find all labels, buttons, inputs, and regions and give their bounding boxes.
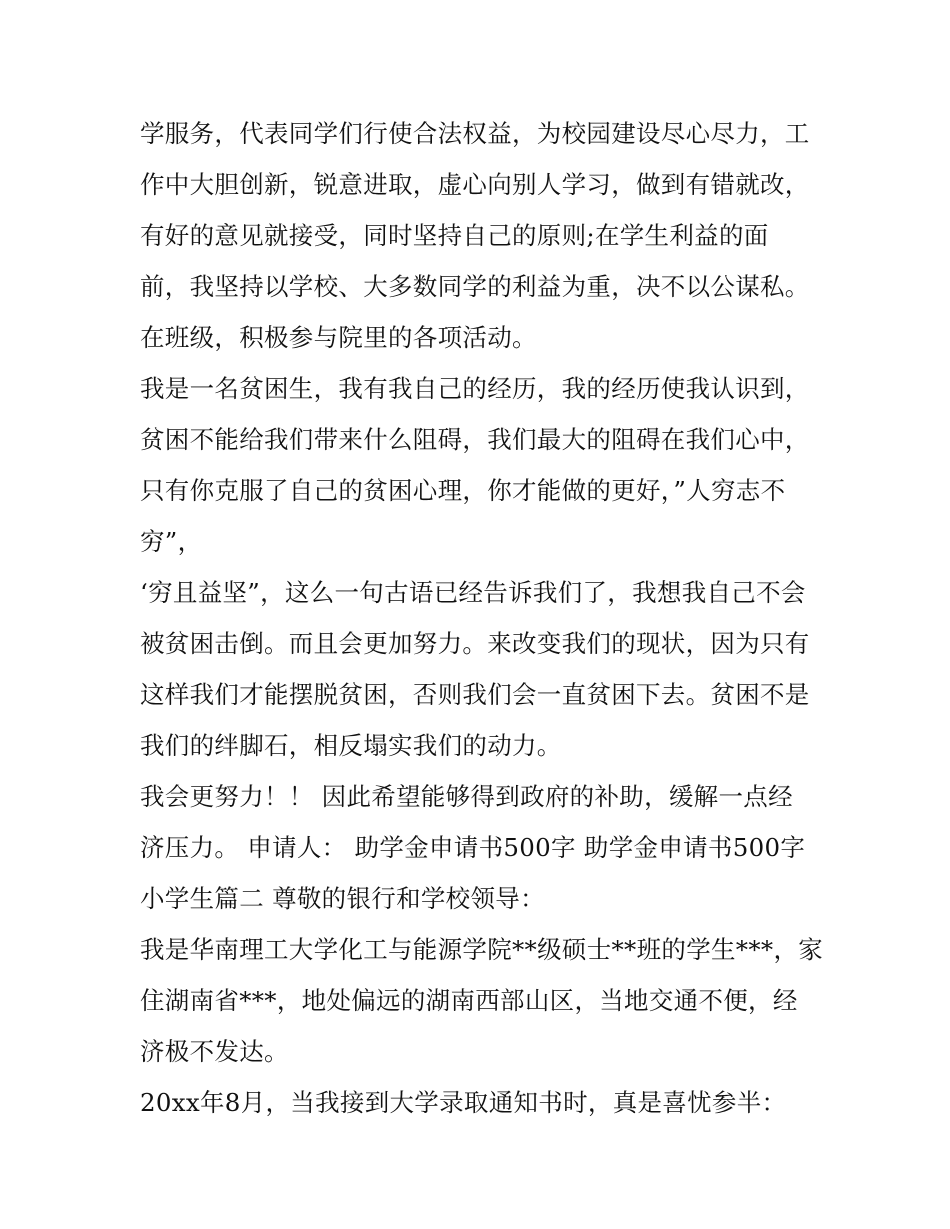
text-line: 有好的意见就接受，同时坚持自己的原则;在学生利益的面 (140, 221, 769, 250)
text-line: 我是一名贫困生，我有我自己的经历，我的经历使我认识到， (140, 374, 810, 403)
text-line: 只有你克服了自己的贫困心理，你才能做的更好，”人穷志不 (140, 476, 786, 505)
text-line: 前，我坚持以学校、大多数同学的利益为重，决不以公谋私。 (140, 272, 810, 301)
text-line: 小学生篇二 尊敬的银行和学校领导： (140, 884, 545, 913)
text-line: 学服务，代表同学们行使合法权益，为校园建设尽心尽力，工 (140, 119, 810, 148)
text-line: 我们的绊脚石，相反塌实我们的动力。 (140, 731, 562, 760)
document-body (140, 108, 830, 1128)
text-line: 贫困不能给我们带来什么阻碍，我们最大的阻碍在我们心中， (140, 425, 810, 454)
text-line: 这样我们才能摆脱贫困，否则我们会一直贫困下去。贫困不是 (140, 680, 810, 709)
text-line: ‘穷且益坚”，这么一句古语已经告诉我们了，我想我自己不会 (140, 578, 806, 607)
text-line: 住湖南省***，地处偏远的湖南西部山区，当地交通不便，经 (140, 986, 798, 1015)
text-line: 我会更努力！！ 因此希望能够得到政府的补助，缓解一点经 (140, 782, 793, 811)
text-line: 作中大胆创新，锐意进取，虚心向别人学习，做到有错就改， (140, 170, 810, 199)
text-line: 20xx年8月，当我接到大学录取通知书时，真是喜忧参半： (140, 1088, 787, 1117)
text-line: 穷”， (140, 527, 203, 556)
text-line: 我是华南理工大学化工与能源学院**级硕士**班的学生***，家 (140, 935, 824, 964)
text-line: 被贫困击倒。而且会更加努力。来改变我们的现状，因为只有 (140, 629, 810, 658)
text-line: 济压力。 申请人： 助学金申请书500字 助学金申请书500字 (140, 833, 806, 862)
text-line: 济极不发达。 (140, 1037, 289, 1066)
text-line: 在班级，积极参与院里的各项活动。 (140, 323, 537, 352)
